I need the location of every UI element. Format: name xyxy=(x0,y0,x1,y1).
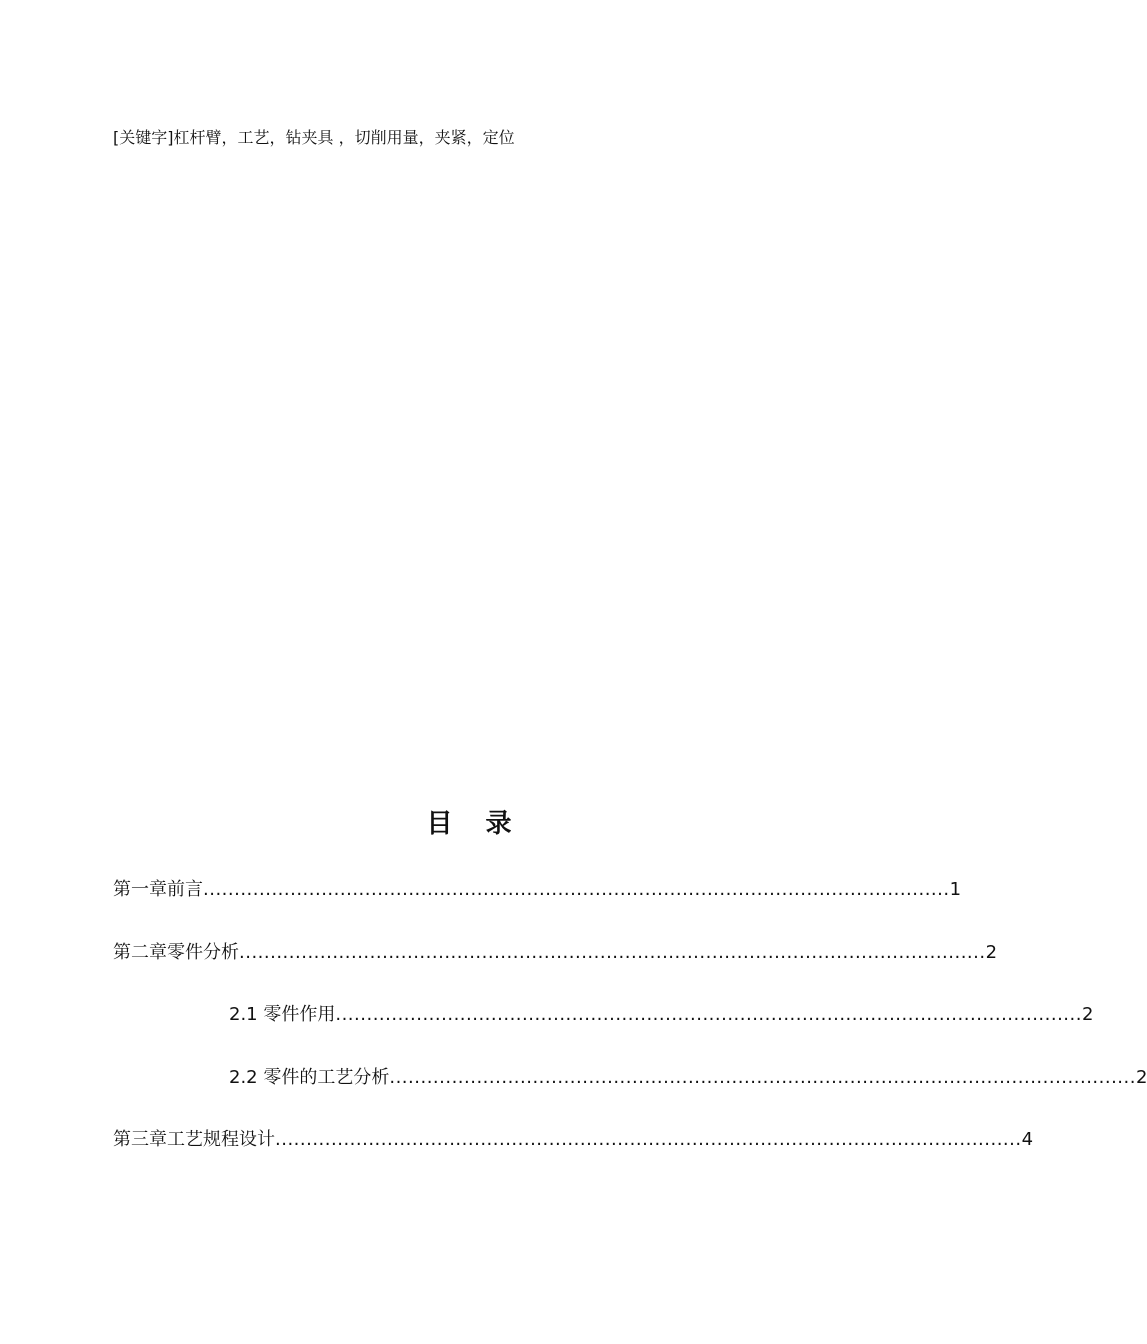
toc-page-number: 2 xyxy=(985,942,998,963)
toc-page-number: 1 xyxy=(949,879,962,900)
toc-chapter-label: 第三章 xyxy=(113,1129,167,1150)
toc-entry-chapter-1[interactable] xyxy=(113,878,962,902)
toc-dot-leader: ........................................................................................................................ xyxy=(239,942,986,963)
toc-dot-leader: ........................................................................................................................ xyxy=(275,1129,1022,1150)
toc-entry-title: 2.1 零件作用 xyxy=(229,1004,336,1025)
keywords-line: [关键字]杠杆臂，工艺，钻夹具 ，切削用量，夹紧，定位 xyxy=(113,128,515,147)
toc-title: 目 录 xyxy=(426,809,524,839)
toc-entry-title: 工艺规程设计 xyxy=(167,1129,275,1150)
toc-entry-chapter-3[interactable] xyxy=(113,1128,1034,1152)
toc-dot-leader: ........................................................................................................................ xyxy=(203,879,950,900)
toc-entry-title: 前言 xyxy=(167,879,203,900)
toc-entry-chapter-2[interactable] xyxy=(113,941,998,965)
toc-chapter-label: 第二章 xyxy=(113,942,167,963)
toc-chapter-label: 第一章 xyxy=(113,879,167,900)
toc-entry-title: 2.2 零件的工艺分析 xyxy=(229,1067,390,1088)
toc-entry-section-2-2[interactable] xyxy=(229,1066,1147,1090)
toc-page-number: 2 xyxy=(1081,1004,1094,1025)
toc-page-number: 2 xyxy=(1135,1067,1147,1088)
toc-entry-section-2-1[interactable] xyxy=(229,1003,1094,1027)
toc-dot-leader: ........................................................................................................................ xyxy=(389,1067,1136,1088)
toc-dot-leader: ........................................................................................................................ xyxy=(335,1004,1082,1025)
toc-page-number: 4 xyxy=(1021,1129,1034,1150)
toc-entry-title: 零件分析 xyxy=(167,942,239,963)
